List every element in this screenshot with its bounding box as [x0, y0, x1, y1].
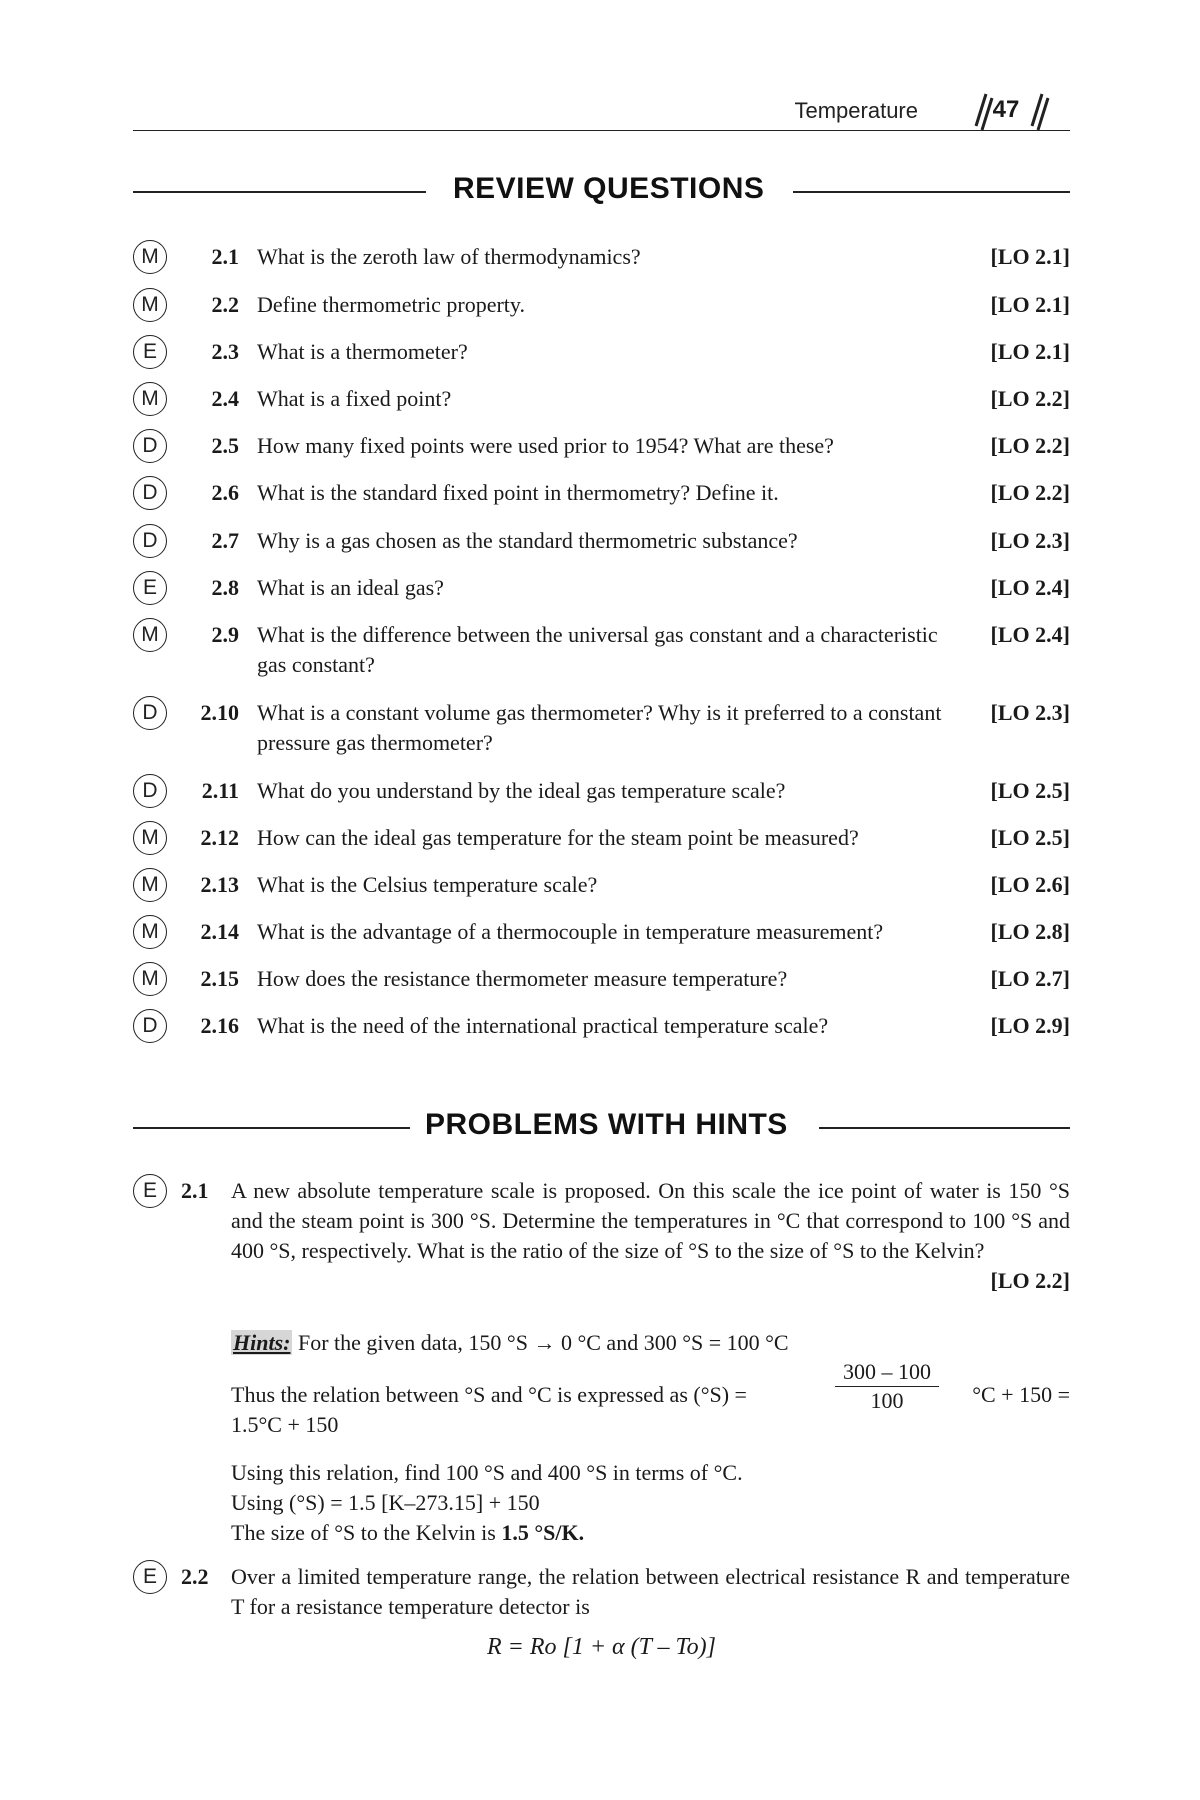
fraction: [835, 1358, 939, 1415]
question-text: What is an ideal gas?: [257, 575, 444, 600]
problems-heading: [133, 1108, 1070, 1148]
review-questions-heading: [133, 172, 1070, 212]
learning-outcome: [LO 2.9]: [990, 1013, 1070, 1038]
hint-text: °C + 150 =: [972, 1382, 1070, 1407]
running-title: Temperature: [794, 98, 918, 123]
learning-outcome: [LO 2.7]: [990, 966, 1070, 991]
heading-rule-left: [133, 1127, 410, 1129]
learning-outcome: [LO 2.1]: [990, 244, 1070, 269]
difficulty-badge: D: [133, 1009, 167, 1043]
difficulty-badge: M: [133, 915, 167, 949]
difficulty-badge: M: [133, 868, 167, 902]
learning-outcome: [LO 2.4]: [990, 575, 1070, 600]
hint-line-1: [231, 1328, 1070, 1358]
question-number: 2.7: [211, 528, 239, 553]
difficulty-badge: D: [133, 774, 167, 808]
page-header: [133, 92, 1070, 131]
question-text: What do you understand by the ideal gas temperature scale?: [257, 778, 786, 803]
hint-answer: 1.5 °S/K.: [501, 1520, 585, 1545]
difficulty-badge: E: [133, 1174, 167, 1208]
question-text: What is a thermometer?: [257, 339, 468, 364]
hint-line-5: [231, 1518, 1070, 1548]
problem-statement: A new absolute temperature scale is proposed. On this scale the ice point of water is 150 °S and the steam point is 300 °S. Determine the temperatures in °C that correspond to 100 °S and 400 °S, respectively. What is the ratio of the size of °S to the size of °S to the Kelvin?: [231, 1178, 1070, 1263]
question-text: How does the resistance thermometer measure temperature?: [257, 966, 788, 991]
difficulty-badge: M: [133, 288, 167, 322]
learning-outcome: [LO 2.3]: [990, 700, 1070, 725]
hint-line-2: [231, 1359, 1070, 1430]
question-text: Define thermometric property.: [257, 292, 525, 317]
learning-outcome: [LO 2.3]: [990, 528, 1070, 553]
difficulty-badge: D: [133, 476, 167, 510]
difficulty-badge: M: [133, 240, 167, 274]
difficulty-badge: E: [133, 1560, 167, 1594]
question-number: 2.2: [211, 292, 239, 317]
learning-outcome: [LO 2.2]: [990, 480, 1070, 505]
question-text: How can the ideal gas temperature for the steam point be measured?: [257, 825, 859, 850]
question-number: 2.15: [200, 966, 239, 991]
question-number: 2.12: [200, 825, 239, 850]
hint-line-3: Using this relation, find 100 °S and 400 °S in terms of °C.: [231, 1460, 743, 1485]
hints-block: [231, 1328, 1070, 1548]
difficulty-badge: M: [133, 618, 167, 652]
learning-outcome: [LO 2.8]: [990, 919, 1070, 944]
resistance-equation: R = Ro [1 + α (T – To)]: [486, 1634, 717, 1660]
question-text: What is the advantage of a thermocouple in temperature measurement?: [257, 919, 884, 944]
learning-outcome: [LO 2.2]: [990, 1268, 1070, 1293]
question-number: 2.1: [211, 244, 239, 269]
question-number: 2.13: [200, 872, 239, 897]
hint-line-2b: 1.5°C + 150: [231, 1412, 339, 1437]
question-text: What is the zeroth law of thermodynamics?: [257, 244, 641, 269]
difficulty-badge: M: [133, 962, 167, 996]
difficulty-badge: D: [133, 429, 167, 463]
question-number: 2.9: [211, 622, 239, 647]
hint-text: Thus the relation between °S and °C is expressed as (°S) =: [231, 1382, 747, 1407]
question-number: 2.10: [200, 700, 239, 725]
learning-outcome: [LO 2.4]: [990, 622, 1070, 647]
heading-rule-right: [793, 191, 1070, 193]
learning-outcome: [LO 2.5]: [990, 825, 1070, 850]
section-title: REVIEW QUESTIONS: [453, 172, 765, 205]
question-number: 2.6: [211, 480, 239, 505]
problem-text: [231, 1176, 1070, 1296]
learning-outcome: [LO 2.2]: [990, 433, 1070, 458]
problem-number: 2.2: [181, 1564, 209, 1589]
question-text: What is a constant volume gas thermometer? Why is it preferred to a constant pressure gas thermometer?: [257, 700, 942, 755]
question-number: 2.11: [201, 778, 239, 803]
difficulty-badge: M: [133, 382, 167, 416]
problem-2-1: [133, 1176, 1070, 1306]
question-text: What is a fixed point?: [257, 386, 452, 411]
difficulty-badge: D: [133, 524, 167, 558]
learning-outcome: [LO 2.5]: [990, 778, 1070, 803]
hint-text: The size of °S to the Kelvin is: [231, 1520, 496, 1545]
difficulty-badge: M: [133, 821, 167, 855]
question-number: 2.3: [211, 339, 239, 364]
difficulty-badge: D: [133, 696, 167, 730]
hint-line-4: Using (°S) = 1.5 [K–273.15] + 150: [231, 1490, 540, 1515]
question-number: 2.16: [200, 1013, 239, 1038]
section-title: PROBLEMS WITH HINTS: [425, 1108, 788, 1141]
learning-outcome: [LO 2.1]: [990, 339, 1070, 364]
hint-text: For the given data, 150 °S → 0 °C and 300 °S = 100 °C: [297, 1330, 789, 1355]
difficulty-badge: E: [133, 335, 167, 369]
question-text: Why is a gas chosen as the standard thermometric substance?: [257, 528, 798, 553]
problem-number: 2.1: [181, 1178, 209, 1203]
learning-outcome: [LO 2.2]: [990, 386, 1070, 411]
heading-rule-right: [819, 1127, 1070, 1129]
heading-rule-left: [133, 191, 426, 193]
fraction-numerator: 300 – 100: [835, 1358, 939, 1387]
question-text: What is the difference between the universal gas constant and a characteristic gas constant?: [257, 622, 938, 677]
learning-outcome: [LO 2.1]: [990, 292, 1070, 317]
question-text: What is the need of the international practical temperature scale?: [257, 1013, 829, 1038]
fraction-denominator: 100: [870, 1388, 904, 1413]
page-number-box: [952, 92, 1062, 128]
hints-label: Hints:: [233, 1330, 291, 1355]
question-number: 2.4: [211, 386, 239, 411]
difficulty-badge: E: [133, 571, 167, 605]
question-text: What is the Celsius temperature scale?: [257, 872, 598, 897]
question-text: How many fixed points were used prior to 1954? What are these?: [257, 433, 834, 458]
question-number: 2.14: [200, 919, 239, 944]
question-number: 2.5: [211, 433, 239, 458]
problem-statement: Over a limited temperature range, the relation between electrical resistance R and temperature T for a resistance temperature detector is: [231, 1564, 1070, 1619]
learning-outcome: [LO 2.6]: [990, 872, 1070, 897]
question-number: 2.8: [211, 575, 239, 600]
question-text: What is the standard fixed point in thermometry? Define it.: [257, 480, 779, 505]
page-number: 47: [992, 96, 1020, 123]
problem-2-2: [133, 1562, 1070, 1632]
